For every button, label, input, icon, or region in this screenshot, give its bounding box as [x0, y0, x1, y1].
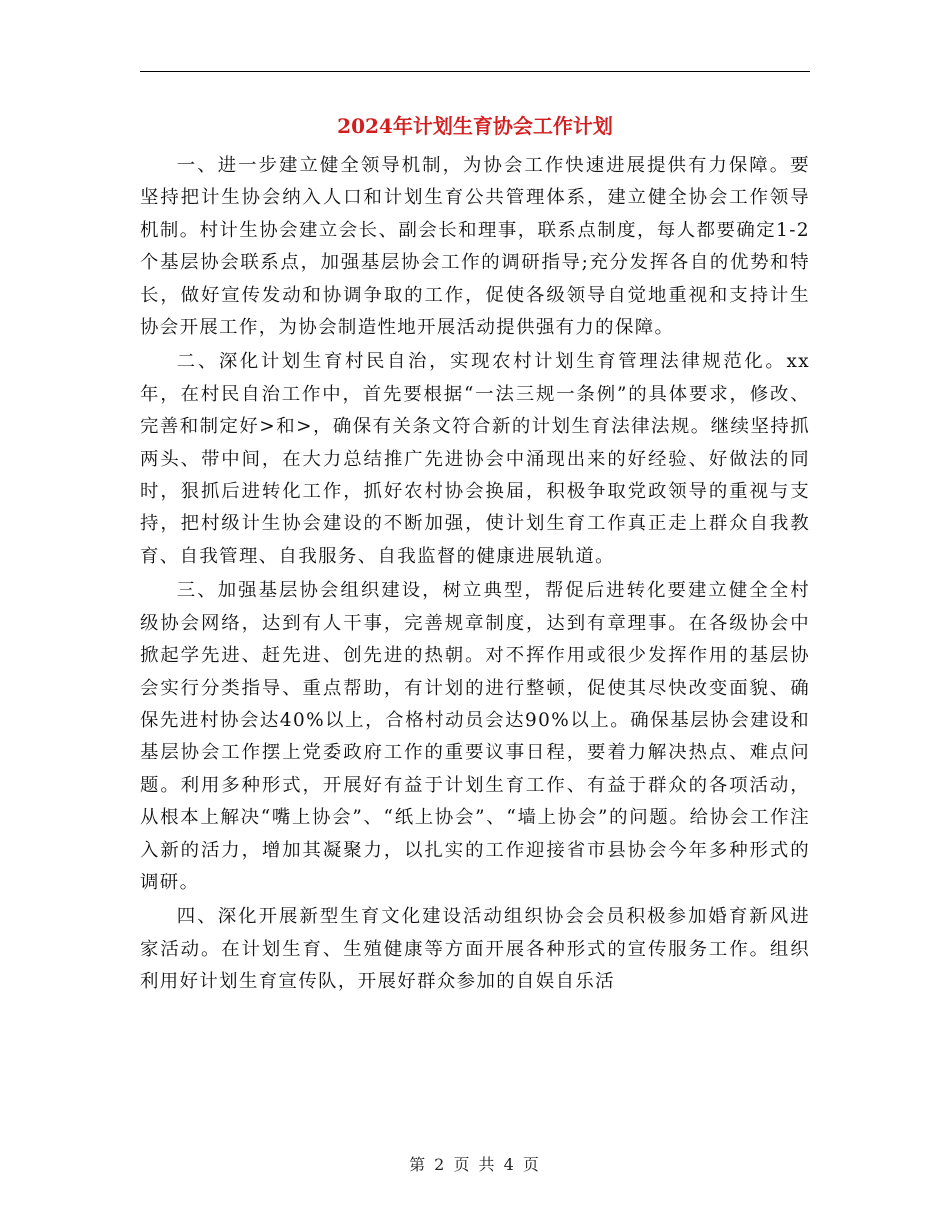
paragraph-2: 二、深化计划生育村民自治，实现农村计划生育管理法律规范化。xx年，在村民自治工作中，首先要根据“一法三规一条例”的具体要求，修改、完善和制定好>和>，确保有关条文符合新的计划生育法律法规。继续坚持抓两头、带中间，在大力总结推广先进协会中涌现出来的好经验、好做法的同时，狠抓后进转化工作，抓好农村协会换届，积极争取党政领导的重视与支持，把村级计生协会建设的不断加强，使计划生育工作真正走上群众自我教育、自我管理、自我服务、自我监督的健康进展轨道。	[140, 351, 810, 567]
paragraph-4: 四、深化开展新型生育文化建设活动组织协会会员积极参加婚育新风进家活动。在计划生育、生殖健康等方面开展各种形式的宣传服务工作。组织利用好计划生育宣传队，开展好群众参加的自娱自乐活	[140, 906, 810, 993]
document-title: 2024年计划生育协会工作计划	[337, 114, 613, 138]
document-body	[140, 150, 810, 999]
header-rule	[140, 71, 810, 72]
paragraph-3: 三、加强基层协会组织建设，树立典型，帮促后进转化要建立健全全村级协会网络，达到有人干事，完善规章制度，达到有章理事。在各级协会中掀起学先进、赶先进、创先进的热朝。对不挥作用或很少发挥作用的基层协会实行分类指导、重点帮助，有计划的进行整顿，促使其尽快改变面貌、确保先进村协会达40%以上，合格村动员会达90%以上。确保基层协会建设和基层协会工作摆上党委政府工作的重要议事日程，要着力解决热点、难点问题。利用多种形式，开展好有益于计划生育工作、有益于群众的各项活动，从根本上解决“嘴上协会”、“纸上协会”、“墙上协会”的问题。给协会工作注入新的活力，增加其凝聚力，以扎实的工作迎接省市县协会今年多种形式的调研。	[140, 580, 810, 893]
page-number: 第 2 页 共 4 页	[409, 1155, 541, 1174]
paragraph-1: 一、进一步建立健全领导机制，为协会工作快速进展提供有力保障。要坚持把计生协会纳入人口和计划生育公共管理体系，建立健全协会工作领导机制。村计生协会建立会长、副会长和理事，联系点制度，每人都要确定1-2个基层协会联系点，加强基层协会工作的调研指导;充分发挥各自的优势和特长，做好宣传发动和协调争取的工作，促使各级领导自觉地重视和支持计生协会开展工作，为协会制造性地开展活动提供强有力的保障。	[140, 155, 810, 339]
